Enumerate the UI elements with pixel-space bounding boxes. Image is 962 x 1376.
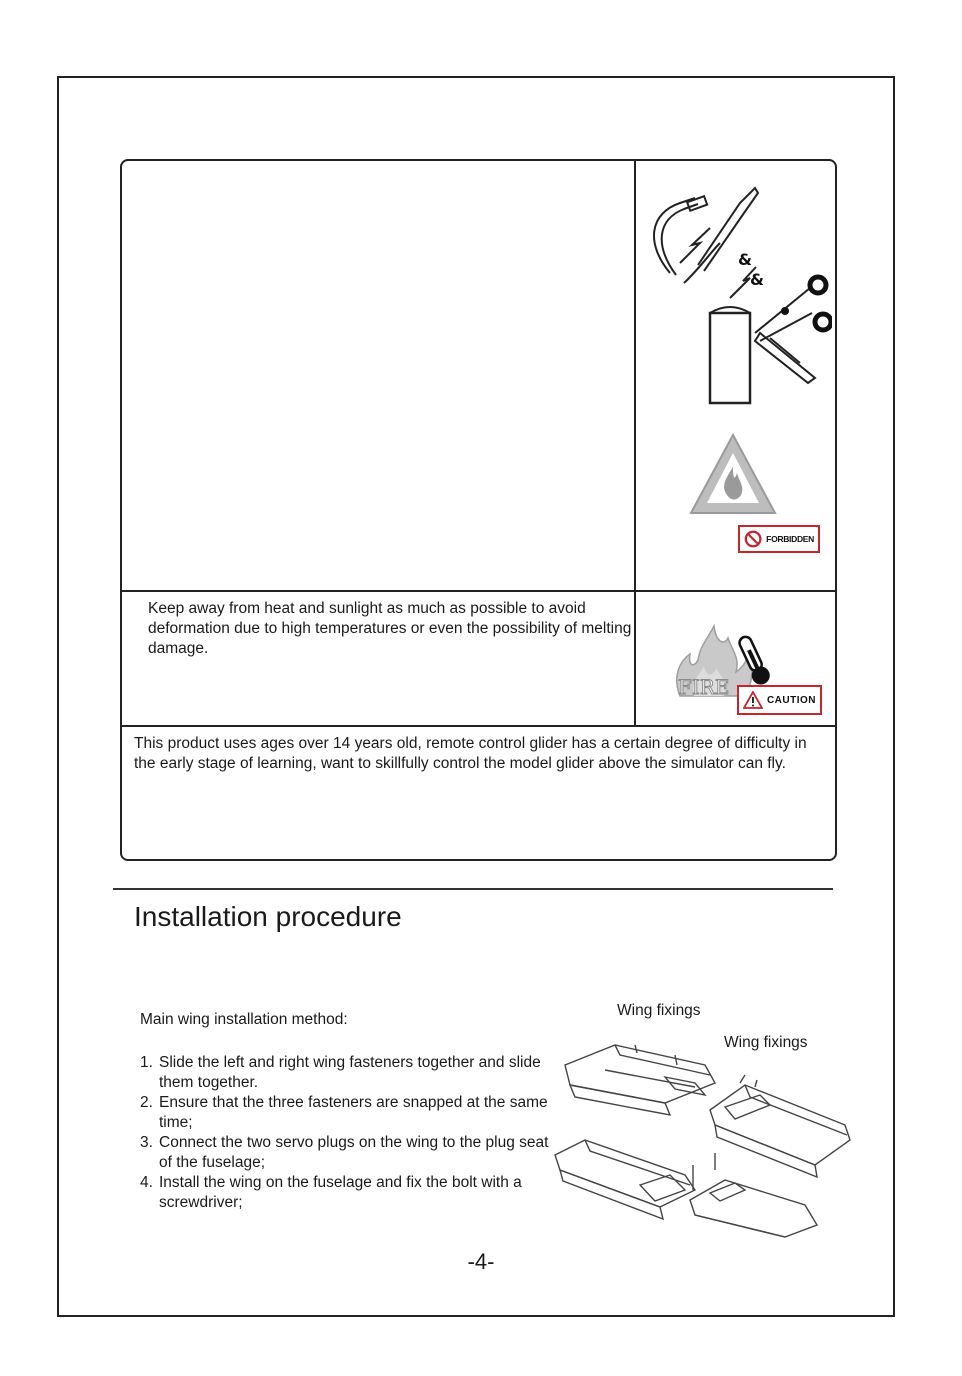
warnings-table — [120, 159, 837, 861]
step-item — [140, 1093, 550, 1133]
step-item — [140, 1053, 550, 1093]
step-number: 1. — [140, 1054, 153, 1071]
prohibited-icon — [744, 529, 762, 549]
svg-text:&: & — [750, 270, 764, 289]
page-number: -4- — [467, 1249, 495, 1274]
thermometer-icon — [734, 631, 774, 689]
step-item — [140, 1133, 550, 1173]
flammable-warning-icon — [687, 431, 779, 519]
row-divider-2 — [122, 725, 835, 727]
caution-triangle-icon — [743, 691, 763, 709]
method-title: Main wing installation method: — [140, 1011, 348, 1028]
figure-label-wing-fixings-2: Wing fixings — [724, 1034, 808, 1051]
heat-warning-text: Keep away from heat and sunlight as much as possible to avoid deformation due to high temperatures or even the possibility of melting damage. — [148, 600, 632, 657]
caution-badge — [737, 685, 822, 715]
step-number: 3. — [140, 1134, 153, 1151]
step-text: Ensure that the three fasteners are snapped at the same time; — [159, 1094, 548, 1131]
age-warning-text: This product uses ages over 14 years old, remote control glider has a certain degree of difficulty in the early stage of learning, want to skillfully control the model glider above the simulator can fly. — [134, 735, 807, 772]
step-text: Connect the two servo plugs on the wing to the plug seat of the fuselage; — [159, 1134, 549, 1171]
step-text: Slide the left and right wing fasteners together and slide them together. — [159, 1054, 541, 1091]
section-heading: Installation procedure — [134, 901, 402, 932]
column-divider — [634, 161, 636, 726]
forbidden-label: FORBIDDEN — [766, 534, 814, 544]
step-number: 2. — [140, 1094, 153, 1111]
battery-cutting-illustration — [640, 173, 832, 409]
figure-label-wing-fixings-1: Wing fixings — [617, 1002, 701, 1019]
installation-steps — [140, 1053, 550, 1213]
row-divider-1 — [122, 590, 835, 592]
step-text: Install the wing on the fuselage and fix the bolt with a screwdriver; — [159, 1174, 522, 1211]
svg-text:&: & — [738, 250, 752, 269]
section-divider — [113, 888, 833, 890]
step-number: 4. — [140, 1174, 153, 1191]
wing-installation-diagram — [545, 1025, 865, 1240]
forbidden-badge — [738, 525, 820, 553]
step-item — [140, 1173, 550, 1213]
caution-label: CAUTION — [766, 694, 816, 706]
fire-word: FIRE — [678, 675, 730, 699]
